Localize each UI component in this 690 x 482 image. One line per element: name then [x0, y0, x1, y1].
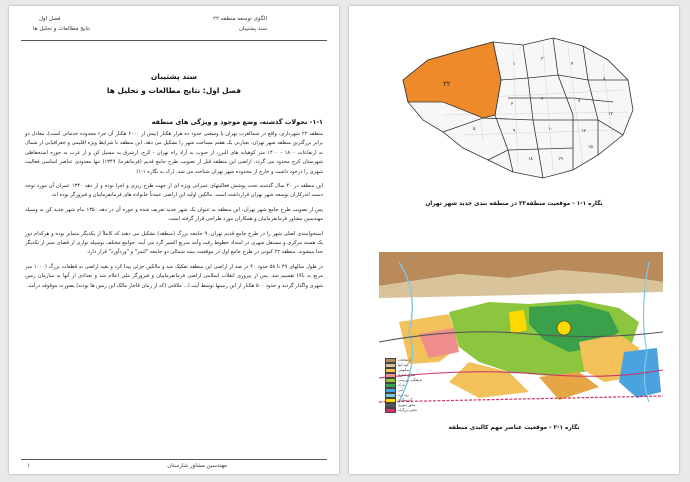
header-project-title: الگوی توسعه منطقه ۲۲: [213, 16, 267, 22]
legend-label: ارتفاعات: [398, 358, 411, 362]
svg-text:۲: ۲: [511, 102, 514, 107]
district-22-label: ۲۲: [443, 80, 451, 88]
legend-entry: [385, 408, 429, 413]
legend-label: کوه آبها: [398, 363, 409, 367]
tehran-districts-map: [383, 20, 643, 190]
svg-text:۳: ۳: [541, 57, 544, 62]
header-chapter: فصل اول: [39, 16, 61, 22]
legend-label: فرهنگی، ورزشی: [398, 378, 422, 382]
svg-text:۱۵: ۱۵: [588, 145, 593, 150]
paragraph: این منطقه در ۴۰ سال گذشته تحت پوشش فعالیتهای عمرانی ویژه ای از جهت طرح ریزی و اجرا بوده و از دهه ۱۳۴۰ عمران آن مورد توجه دست اندرکاران توسعه شهر تهران قرارداشته است. مالکین اولیه این اراضی عمدتاً خانواده های فرمانفرماییان و فیروزگر بوده اند.: [25, 183, 323, 199]
chapter-title: فصل اول: نتایج مطالعات و تحلیل ها: [106, 86, 242, 95]
legend-label: آبی: [398, 388, 403, 392]
paragraph: در طول سالهای ۴۹ تا ۵۸ حدود ۴۰ در صد از اراضی این منطقه تفکیک شد و مالکین جزئی پیدا کرد و بقیه اراضی به قطعات بزرگ (۱۰۰۰ متر مربع به بالا) تقسیم شد. پس از پیروزی انقلاب اسلامی اراضی فرمانفرماییان و فیروزگر ملی اعلام شد و تعدادی از آنها به سازمان زمین شهری واگذار گردید و حدود ۵۰۰ هکتار از این زمینها توسط آیت ا... ملاقتی (که از زمان قاجار مالک این زمین ها بودند) بصورت موقوفه درآمد.: [25, 263, 323, 289]
legend-label: سکونتی: [398, 368, 410, 372]
svg-text:۸: ۸: [603, 77, 606, 82]
legend-label: گردشگری: [398, 398, 413, 402]
right-page: [349, 6, 679, 474]
figure-1-caption: نگاره ۱-۱ - موقعیت منطقه۲۲ در منطقه بندی جدید شهر تهران: [425, 201, 603, 207]
legend-swatch: [385, 408, 396, 414]
footer-organization: مهندسین مشاور شارستان: [167, 463, 227, 469]
legend-label: پارک: [398, 383, 405, 387]
landuse-legend: [385, 358, 429, 413]
legend-label: رود دره: [398, 393, 409, 397]
svg-text:۶: ۶: [541, 97, 544, 102]
page-footer: [21, 459, 327, 469]
svg-text:۱۹: ۱۹: [558, 157, 563, 162]
header-doc-type: سند پشتیبان: [238, 26, 267, 32]
svg-text:۱۰: ۱۰: [548, 127, 553, 132]
legend-label: محور بزرگراه: [398, 408, 418, 412]
body-text: [25, 130, 323, 296]
page-number: ۱: [27, 463, 30, 469]
svg-text:۹: ۹: [513, 129, 516, 134]
svg-text:۴: ۴: [571, 62, 574, 67]
figure-2-caption: نگاره ۱-۲ - موقعیت عناصر مهم کالبدی منطقه: [448, 425, 580, 431]
paragraph: پس از تصویب طرح جامع شهر تهران، این منطقه به عنوان یک شهر جدید تعریف شده و حوزه آن در دهه ۱۳۵۰ بنام شهر جدید کن به وسیله مهندسین مشاور فرمانفرماییان و همکاران مورد طراحی قرار گرفته است.: [25, 206, 323, 223]
page-header: [21, 14, 327, 41]
document-title: سند پشتیبان: [150, 72, 198, 81]
section-title: ۱-۱- تحولات گذشته، وضع موجود و ویژگی های منطقه: [151, 118, 323, 126]
svg-text:۱: ۱: [513, 62, 516, 67]
paragraph: منطقه ۲۲ شهرداری، واقع در شمالغرب تهران با وسعتی حدود ده هزار هکتار (بیش از ۶۰۰۰ هکتار آن جزء محدوده خدماتی است)، معادل دو برابر بزرگترین منطقه شهر تهران، بعبارتی یک هفتم مساحت شهر را تشکیل می دهد. این منطقه با شرایط ویژه اقلیمی و جغرافیایی از شمال به ارتفاعات ۱۸۰۰ - ۱۴۰۰ متر کوهپایه های البرز، از جنوب به آزاد راه تهران - کرج، ازشرق به مسیل کن و از غرب به حوزه استحفاظی شهرستان کرج محدود می گردد. اراضی این منطقه قبل از تصویب طرح جامع قدیم (فرمانفرما، ۱۳۴۹) تنها معدودی عناصر اساسی فعالیت شهری را درخود داشت و خارج از محدوده شهر تهران شناخته می شد. (رک به نگاره ۱-۱): [25, 131, 324, 175]
svg-text:۷: ۷: [578, 99, 581, 104]
paragraph: استخوانبندی اصلی شهر را در طرح جامع قدیم تهران، ۹ جامعه بزرگ (منطقه) تشکیل می دهند که کاملاً از یکدیگر متمایز بوده و هرکدام دور یک هسته مرکزی و مستقل شهری در امتداد خطوط رفت وآمد سریع السیر گرد می آیند. جوامع مختلف بوسیله نواری از فضای سبز از یکدیگر جدا میشوند. منطقه ۲۲ کنونی در طرح جامع اول در موقعیت نیمه شمالی دو جامعه "لتمر" و "وردآورد" قرار دارد.: [25, 230, 323, 256]
svg-text:۱۲: ۱۲: [581, 129, 586, 134]
left-page: [9, 6, 339, 474]
legend-label: محور شهری: [398, 403, 416, 407]
header-chapter-title: نتایج مطالعات و تحلیل ها: [33, 26, 91, 32]
legend-label: تجاری اداری: [398, 373, 416, 377]
svg-text:۵: ۵: [473, 127, 476, 132]
svg-text:۱۸: ۱۸: [528, 157, 533, 162]
svg-text:۱۳: ۱۳: [608, 112, 613, 117]
